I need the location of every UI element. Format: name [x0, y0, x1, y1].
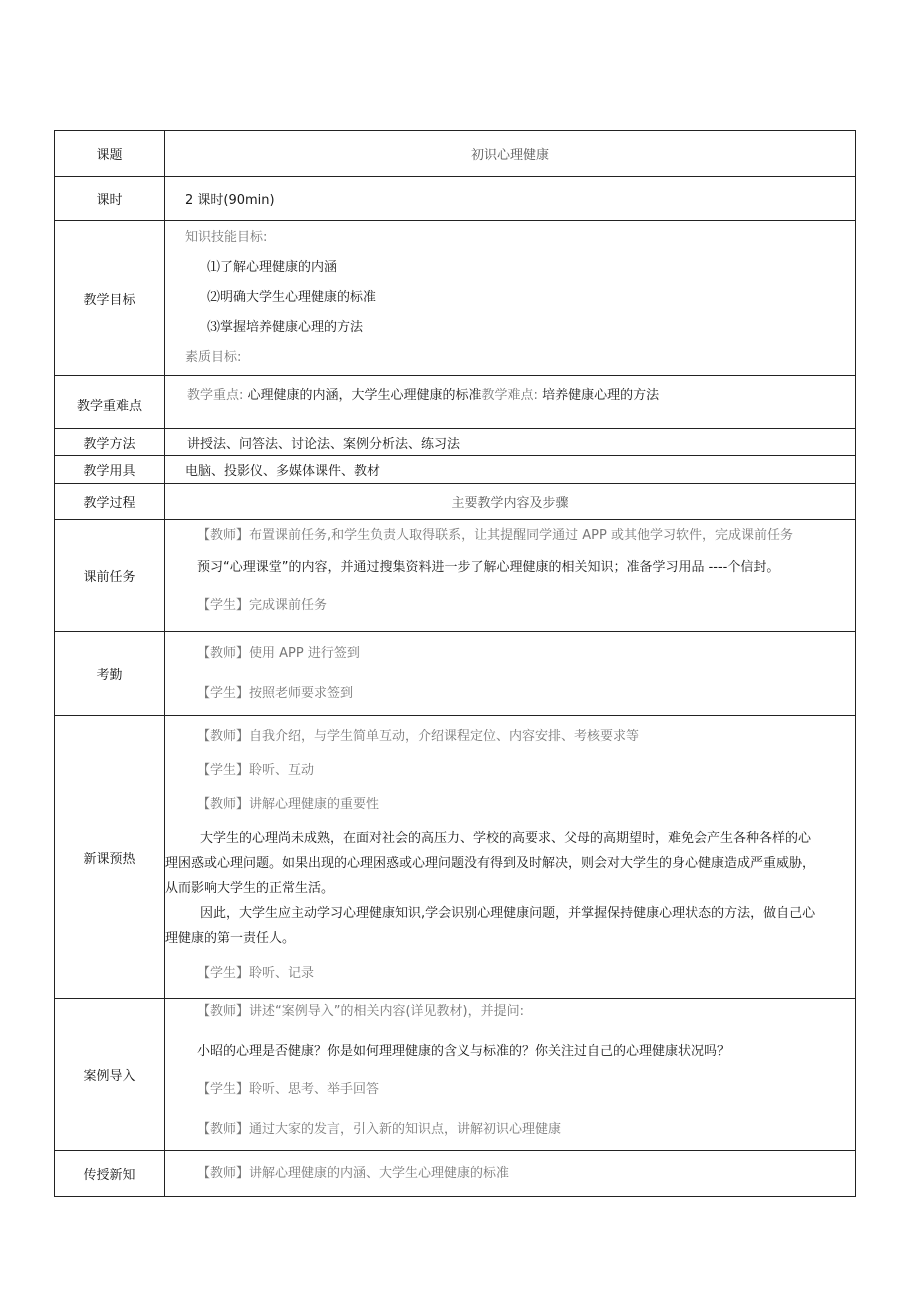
lesson-title: 初识心理健康 — [165, 131, 856, 177]
row-pre — [55, 520, 856, 632]
row-method — [55, 429, 856, 456]
student-note: 【学生】完成课前任务 — [197, 598, 328, 613]
pre-task: 预习“心理课堂”的内容，并通过搜集资料进一步了解心理健康的相关知识；准备学习用品 ----个信封。 — [197, 560, 780, 575]
lesson-plan — [54, 130, 856, 1197]
difficulty-tag: 教学难点: — [481, 388, 538, 403]
row-title — [55, 131, 856, 177]
quality-heading: 素质目标: — [185, 350, 242, 365]
case-question: 小昭的心理是否健康？你是如何理理健康的含义与标准的？你关注过自己的心理健康状况吗？ — [197, 1044, 731, 1059]
goal-item: ⑴了解心理健康的内涵 — [207, 260, 338, 275]
tools-value: 电脑、投影仪、多媒体课件、教材 — [165, 456, 856, 484]
teacher-note: 【教师】通过大家的发言，引入新的知识点，讲解初识心理健康 — [197, 1122, 562, 1137]
attend-label: 考勤 — [55, 632, 165, 716]
title-label: 课题 — [55, 131, 165, 177]
process-label: 教学过程 — [55, 484, 165, 520]
teach-content — [165, 1151, 856, 1197]
row-goals — [55, 221, 856, 376]
paragraph-line: 因此，大学生应主动学习心理健康知识,学会识别心理健康问题，并掌握保持健康心理状态的方法，做自己心 — [200, 906, 816, 921]
skill-heading: 知识技能目标: — [185, 230, 268, 245]
warm-label: 新课预热 — [55, 716, 165, 999]
focus-tag: 教学重点: — [187, 388, 244, 403]
method-value: 讲授法、问答法、讨论法、案例分析法、练习法 — [165, 429, 856, 456]
goals-label: 教学目标 — [55, 221, 165, 376]
lesson-table — [54, 130, 856, 1197]
paragraph-line: 理健康的第一责任人。 — [165, 931, 296, 946]
row-case — [55, 999, 856, 1151]
row-teach — [55, 1151, 856, 1197]
warm-content — [165, 716, 856, 999]
goals-content — [165, 221, 856, 376]
paragraph-line: 从而影响大学生的正常生活。 — [165, 881, 335, 896]
teacher-note: 【教师】讲述“案例导入”的相关内容(详见教材)，并提问: — [197, 1004, 524, 1019]
teacher-note: 【教师】使用 APP 进行签到 — [197, 645, 360, 661]
row-tools — [55, 456, 856, 484]
focus-text: 心理健康的内涵，大学生心理健康的标准 — [247, 388, 482, 403]
student-note: 【学生】聆听、思考、举手回答 — [197, 1082, 380, 1097]
row-hours — [55, 177, 856, 221]
row-process — [55, 484, 856, 520]
paragraph-line: 理困惑或心理问题。如果出现的心理困惑或心理问题没有得到及时解决，则会对大学生的身心健康造成严重威胁， — [165, 856, 816, 871]
teacher-note: 【教师】讲解心理健康的重要性 — [197, 797, 380, 812]
row-attend — [55, 632, 856, 716]
teacher-note: 【教师】布置课前任务,和学生负责人取得联系，让其提醒同学通过 APP 或其他学习软件，完成课前任务 — [197, 528, 793, 543]
attend-content — [165, 632, 856, 716]
process-value: 主要教学内容及步骤 — [165, 484, 856, 520]
teacher-note: 【教师】讲解心理健康的内涵、大学生心理健康的标准 — [197, 1165, 510, 1181]
paragraph-line: 大学生的心理尚未成熟，在面对社会的高压力、学校的高要求、父母的高期望时，难免会产生各种各样的心 — [200, 831, 812, 846]
student-note: 【学生】聆听、互动 — [197, 763, 315, 778]
goal-item: ⑶掌握培养健康心理的方法 — [207, 320, 364, 335]
hours-value: 2 课时(90min) — [165, 177, 856, 221]
key-content — [165, 376, 856, 429]
teacher-note: 【教师】自我介绍，与学生简单互动，介绍课程定位、内容安排、考核要求等 — [197, 729, 640, 744]
student-note: 【学生】按照老师要求签到 — [197, 685, 354, 701]
case-label: 案例导入 — [55, 999, 165, 1151]
pre-label: 课前任务 — [55, 520, 165, 632]
warm-paragraph-1 — [165, 826, 855, 901]
goal-item: ⑵明确大学生心理健康的标准 — [207, 290, 377, 305]
key-label: 教学重难点 — [55, 376, 165, 429]
warm-paragraph-2 — [165, 901, 855, 951]
student-note: 【学生】聆听、记录 — [197, 966, 315, 981]
difficulty-text: 培养健康心理的方法 — [542, 388, 660, 403]
row-warm — [55, 716, 856, 999]
hours-label: 课时 — [55, 177, 165, 221]
row-key — [55, 376, 856, 429]
tools-label: 教学用具 — [55, 456, 165, 484]
case-content — [165, 999, 856, 1151]
pre-content — [165, 520, 856, 632]
method-label: 教学方法 — [55, 429, 165, 456]
teach-label: 传授新知 — [55, 1151, 165, 1197]
